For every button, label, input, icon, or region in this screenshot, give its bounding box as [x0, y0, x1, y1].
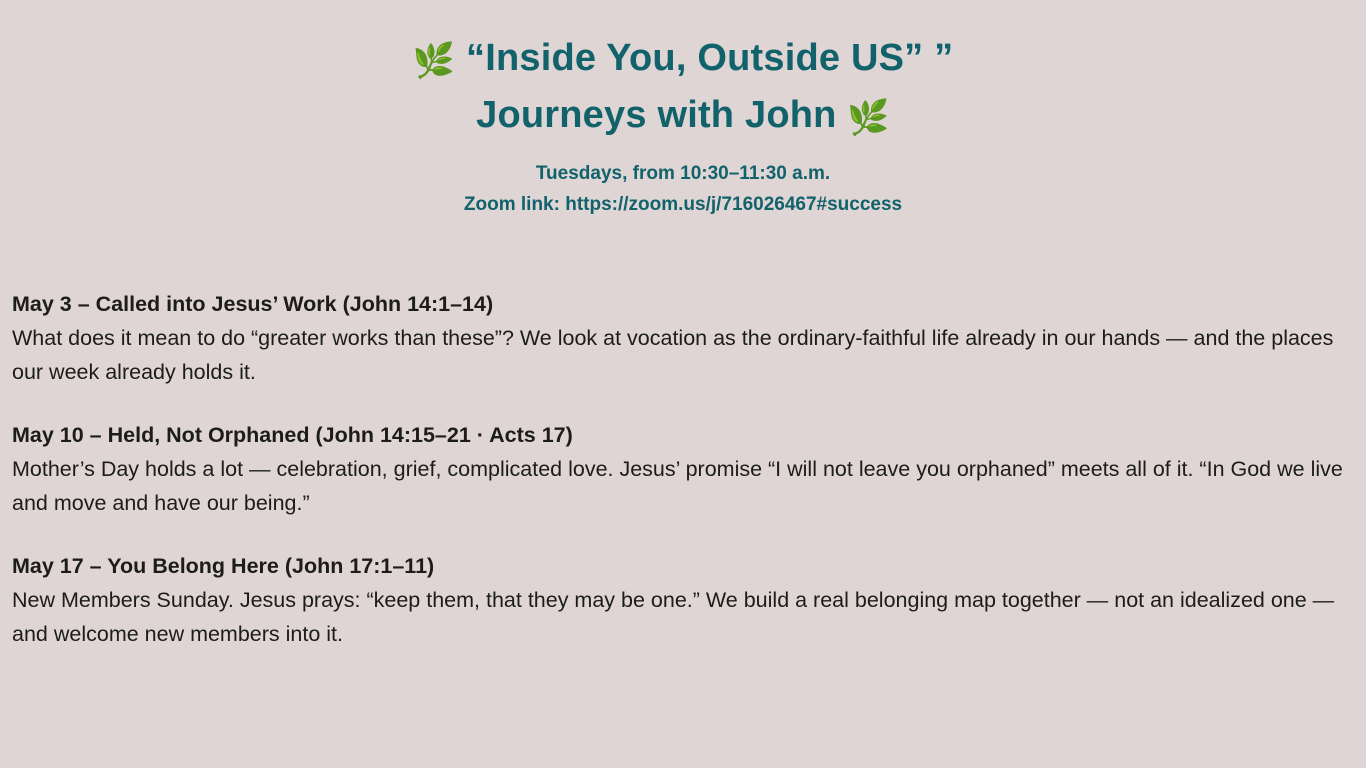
leaf-icon: 🌿	[412, 42, 456, 80]
leaf-icon: 🌿	[847, 99, 890, 137]
session-description: New Members Sunday. Jesus prays: “keep them, that they may be one.” We build a real belonging map together — not an idealized one — and welcome new members into it.	[12, 588, 1335, 646]
session-description: Mother’s Day holds a lot — celebration, grief, complicated love. Jesus’ promise “I will not leave you orphaned” meets all of it. “In God we live and move and have our being.”	[12, 457, 1343, 515]
session-list	[12, 288, 1352, 651]
title-line-1	[0, 30, 1366, 87]
list-item	[12, 550, 1352, 651]
list-item	[12, 288, 1352, 389]
session-heading: May 17 – You Belong Here (John 17:1–11)	[12, 553, 435, 578]
meeting-time: Tuesdays, from 10:30–11:30 a.m.	[535, 163, 831, 184]
session-heading: May 3 – Called into Jesus’ Work (John 14:1–14)	[12, 292, 494, 316]
list-item	[12, 419, 1352, 520]
title-text-2: Journeys with John	[476, 94, 837, 136]
title-line-2	[0, 87, 1366, 144]
slide-header	[0, 0, 1366, 221]
zoom-link[interactable]: Zoom link: https://zoom.us/j/716026467#success	[463, 194, 903, 216]
session-heading: May 10 – Held, Not Orphaned (John 14:15–21 · Acts 17)	[12, 422, 573, 447]
session-description: What does it mean to do “greater works than these”? We look at vocation as the ordinary-faithful life already in our hands — and the places our week already holds it.	[12, 326, 1334, 384]
title-text-1: “Inside You, Outside US” ”	[466, 37, 954, 79]
